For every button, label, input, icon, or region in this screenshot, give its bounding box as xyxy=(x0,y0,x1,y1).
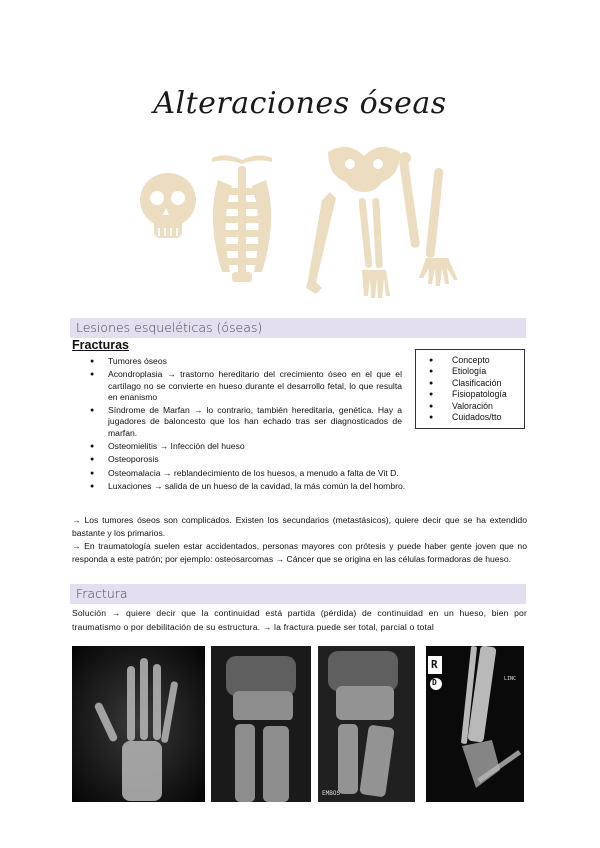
list-item: ● Osteomielitis → Infección del hueso xyxy=(90,441,402,452)
xray-hand-image xyxy=(72,646,205,802)
ribcage-icon xyxy=(213,166,271,282)
section-header-fractura: Fractura xyxy=(70,584,526,604)
xray-marker-d: D xyxy=(432,678,437,687)
paragraph-traumatologia: → En traumatología suelen estar accidentados, personas mayores con prótesis y puede haber gente joven que no responda a este patrón; por ejemplo: osteosarcomas → Cáncer que se origina en las células formadoras de hueso. xyxy=(72,541,527,564)
xray-marker-r: R xyxy=(431,658,438,671)
hand-icon xyxy=(419,168,458,286)
list-item: ● Osteomalacia → reblandecimiento de los huesos, a menudo a falta de Vit D. xyxy=(90,468,468,479)
section-header-lesiones: Lesiones esqueléticas (óseas) xyxy=(70,318,526,338)
topics-box xyxy=(415,349,525,429)
paragraph-tumores: → Los tumores óseos son complicados. Existen los secundarios (metastásicos), quiere decir que se ha extendido bastante y los primarios. xyxy=(72,515,527,538)
list-item: ● Tumores óseos xyxy=(90,356,402,367)
topic-item: ● Cuidados/tto xyxy=(416,412,524,423)
paragraph-solucion: Solución → quiere decir que la continuidad está partida (pérdida) de continuidad en un hueso, bien por traumatismo o por debilitación de su estructura. → la fractura puede ser total, parcial o total xyxy=(72,608,527,632)
list-item: ● Osteoporosis xyxy=(90,454,402,465)
xray-small-label: LINC xyxy=(504,676,517,682)
conditions-list xyxy=(90,356,406,495)
list-item: ● Luxaciones → salida de un hueso de la cavidad, la más común la del hombro. xyxy=(90,481,468,492)
xray-label: EMBOS xyxy=(322,790,341,797)
skeleton-illustration xyxy=(130,138,470,308)
topic-item: ● Valoración xyxy=(416,401,524,412)
topic-item: ● Concepto xyxy=(416,355,524,366)
forearm-icon xyxy=(358,198,390,298)
xray-wrist-image xyxy=(211,646,311,802)
topic-item: ● Etiología xyxy=(416,366,524,377)
xray-forearm-image xyxy=(318,646,415,802)
femur-icon xyxy=(306,192,336,294)
xray-leg-image xyxy=(426,646,524,802)
list-item: ● Acondroplasia → trastorno hereditario del crecimiento óseo en el que el cartílago no se convierte en hueso durante el desarrollo fetal, lo que resulta en enanismo xyxy=(90,369,402,403)
humerus-icon xyxy=(399,152,420,248)
list-item: ● Síndrome de Marfan → lo contrario, también hereditaria, genética. Hay a jugadores de baloncesto que los han echado tras ser diagnosticados de marfan. xyxy=(90,405,402,439)
page-title: Alteraciones óseas xyxy=(153,86,447,121)
topic-item: ● Clasificación xyxy=(416,378,524,389)
skull-icon xyxy=(140,173,196,238)
subheading-fracturas: Fracturas xyxy=(72,338,129,352)
pelvis-icon xyxy=(328,147,400,192)
topic-item: ● Fisiopatología xyxy=(416,389,524,400)
clavicle-icon xyxy=(212,155,272,164)
